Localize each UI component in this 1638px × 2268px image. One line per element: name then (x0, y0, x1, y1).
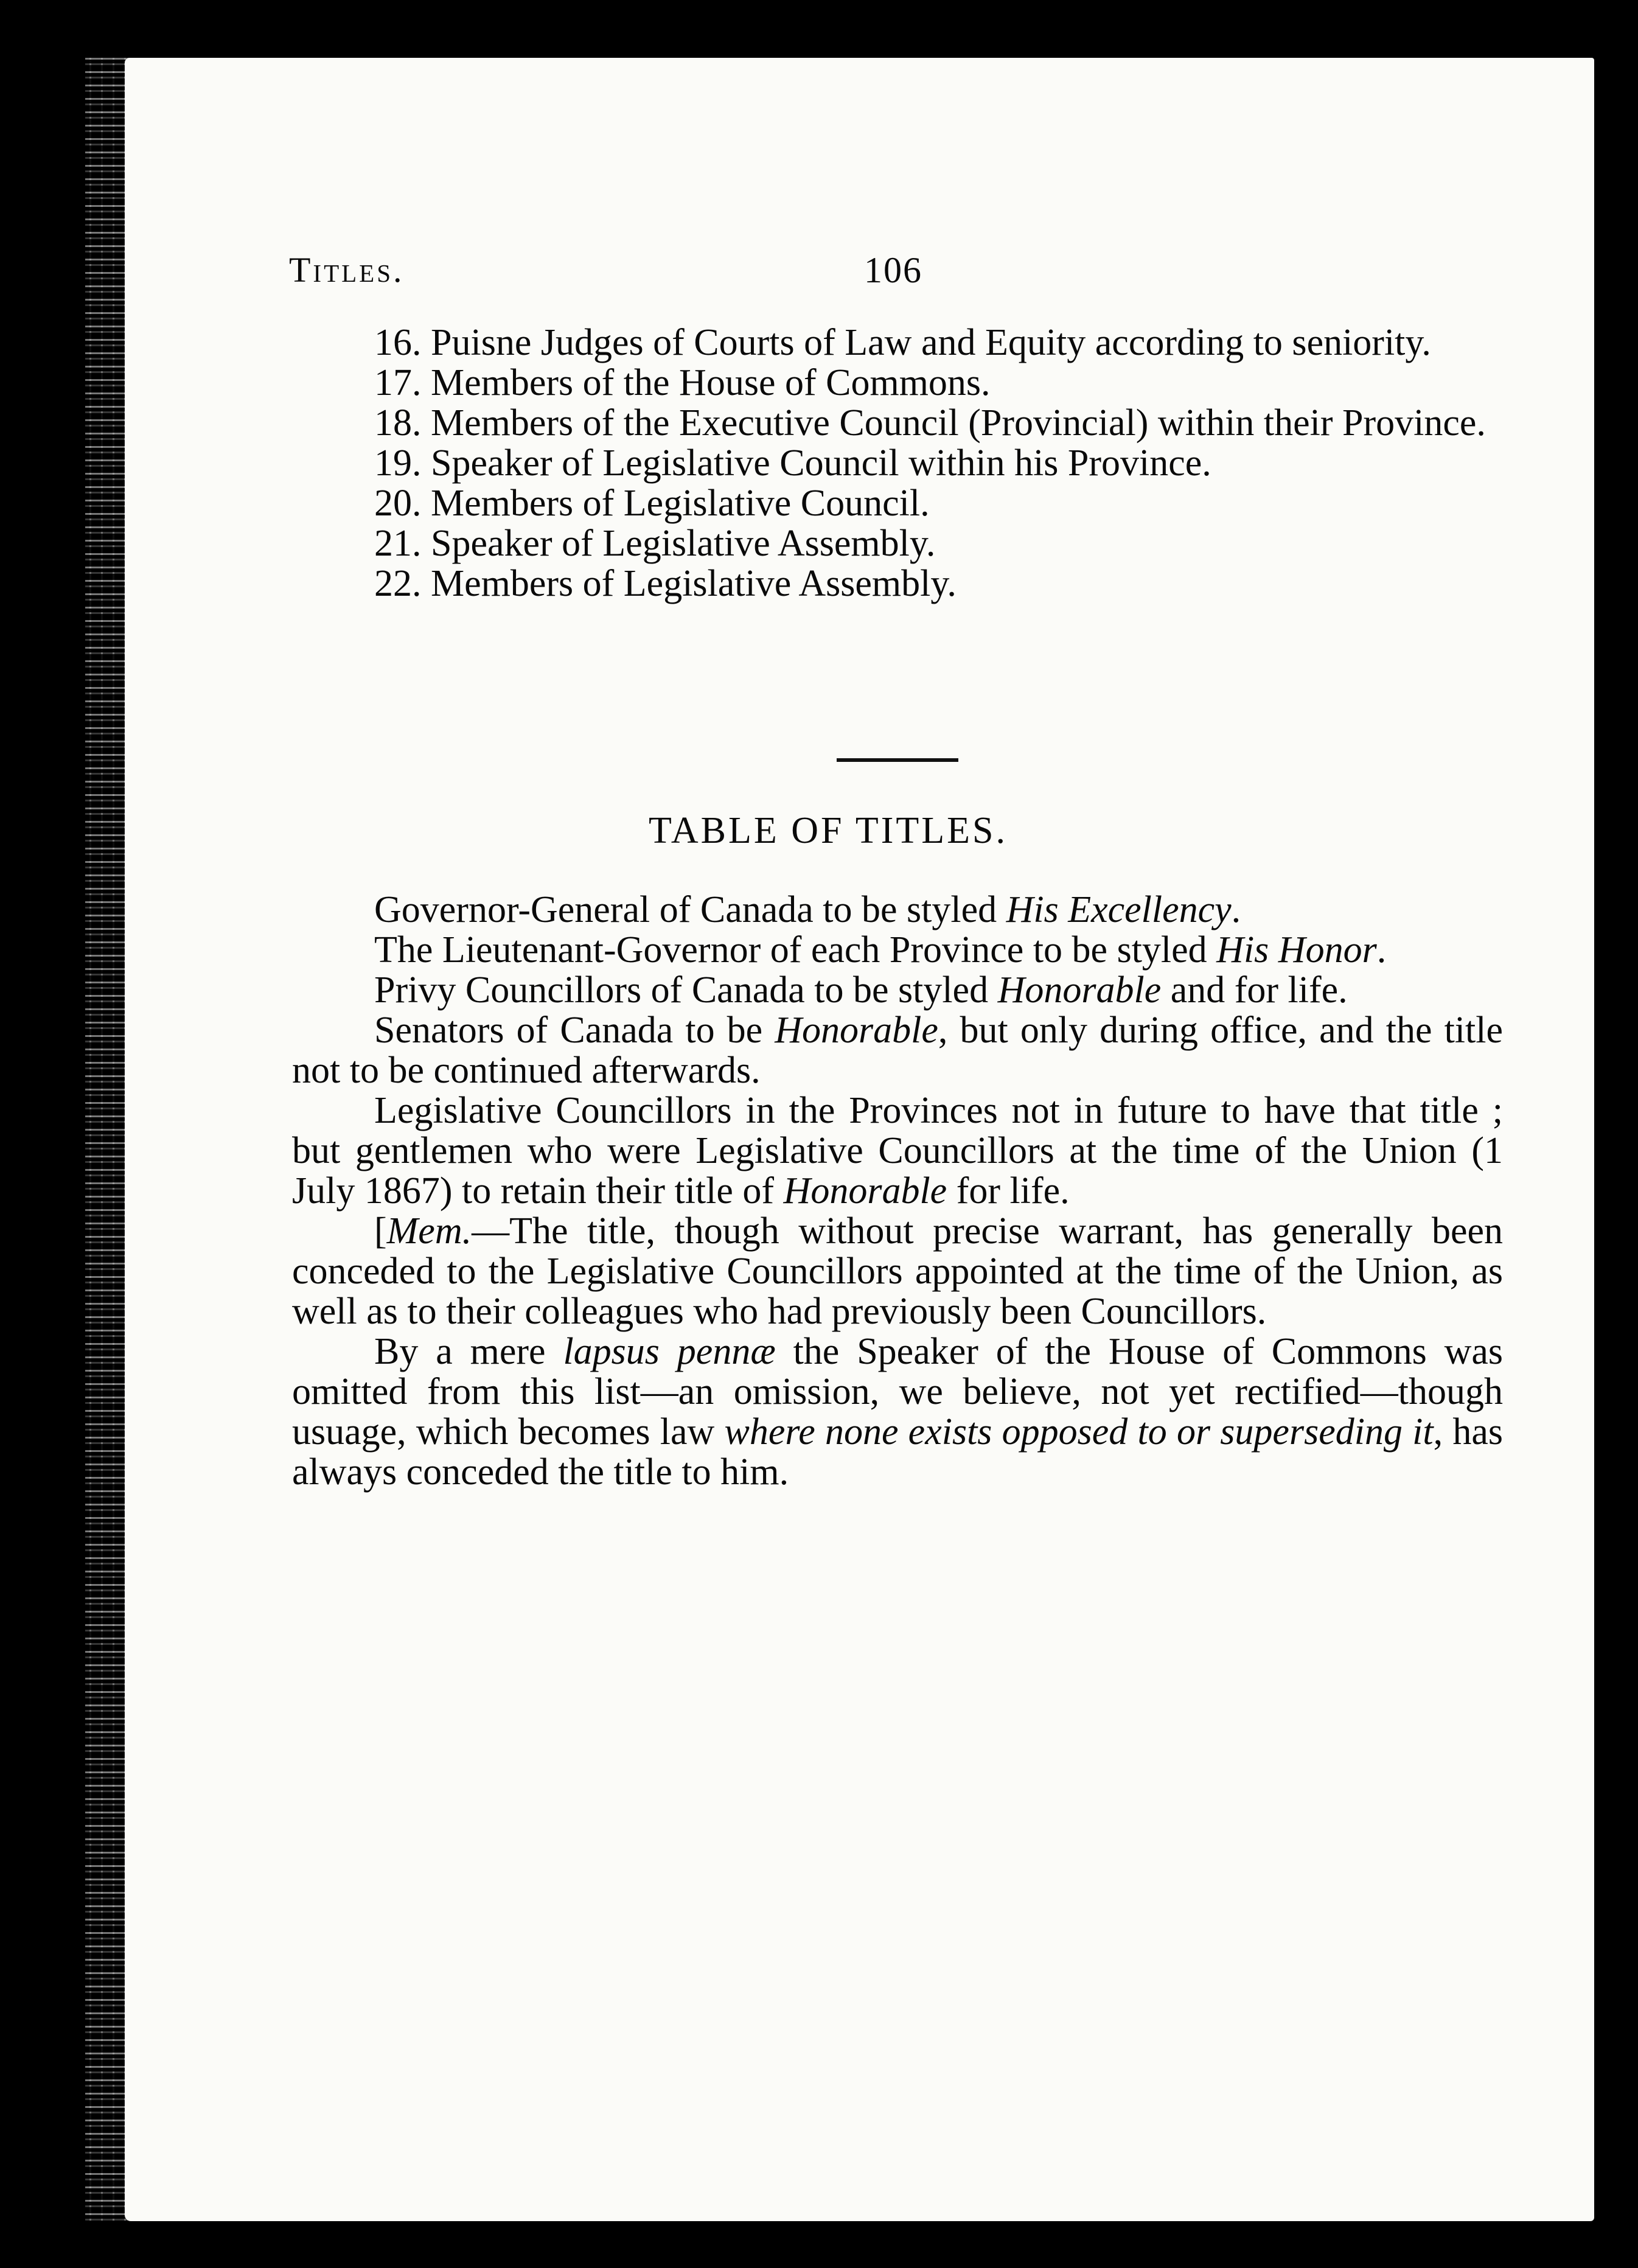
precedence-list (292, 323, 1503, 604)
paragraph-text: and for life. (1161, 969, 1348, 1011)
list-item: 17. Members of the House of Commons. (374, 362, 991, 403)
paragraph-italic: lapsus pennæ (563, 1331, 776, 1372)
paragraph-text: , has always conceded the title to him. (292, 1411, 1503, 1493)
list-item: 22. Members of Legislative Assembly. (374, 563, 957, 604)
paragraph (292, 930, 1503, 970)
paragraph-italic: where none exists opposed to or superseding it (724, 1411, 1434, 1453)
paragraph (292, 970, 1503, 1010)
paragraph-italic: His Honor (1216, 929, 1377, 971)
paragraph-text: the Speaker of the House of Commons was omitted from this list—an omission, we believe, not yet rectified—though usuage, which becomes law (292, 1331, 1503, 1453)
paragraph-text: . (1231, 889, 1241, 930)
paragraph (292, 890, 1503, 930)
paragraph-text: The Lieutenant-Governor of each Province to be styled (374, 929, 1217, 971)
paragraph-italic: His Excellency (1006, 889, 1232, 930)
section-heading: TABLE OF TITLES. (648, 810, 1008, 851)
section-divider (837, 758, 958, 762)
running-head-title: Titles. (289, 250, 405, 290)
section-body (292, 890, 1503, 1492)
list-item: 21. Speaker of Legislative Assembly. (374, 523, 936, 564)
paragraph (292, 1331, 1503, 1492)
paragraph (292, 1211, 1503, 1331)
paragraph-text: Legislative Councillors in the Provinces not in future to have that title ; but gentlemen who were Legislative Councillors at the time of the Union (1 July 1867) to retain their title of (292, 1090, 1503, 1212)
paragraph-text: Governor-General of Canada to be styled (374, 889, 1006, 930)
paragraph-text: —The title, though without precise warrant, has generally been conceded to the Legislative Councillors appointed at the time of the Union, as well as to their colleagues who had previously been Councillors. (292, 1210, 1503, 1332)
paragraph-italic: Mem. (386, 1210, 472, 1252)
paragraph-text: By a mere (374, 1331, 563, 1372)
paragraph-text: Privy Councillors of Canada to be styled (374, 969, 998, 1011)
paragraph-text: . (1376, 929, 1387, 971)
list-item: 18. Members of the Executive Council (Provincial) within their Province. (374, 402, 1486, 444)
list-item: 20. Members of Legislative Council. (374, 483, 930, 524)
page-number: 106 (864, 250, 922, 290)
paragraph-italic: Honorable (775, 1010, 938, 1051)
paragraph-italic: Honorable (997, 969, 1162, 1011)
paragraph (292, 1090, 1503, 1211)
running-head (0, 243, 1638, 292)
list-item: 16. Puisne Judges of Courts of Law and Equity according to seniority. (374, 322, 1431, 363)
paragraph-text: for life. (947, 1170, 1070, 1212)
paragraph-text: , but only during office, and the title not to be continued afterwards. (292, 1010, 1503, 1091)
paragraph (292, 1010, 1503, 1090)
paragraph-italic: Honorable (783, 1170, 947, 1212)
paragraph-text: Senators of Canada to be (374, 1010, 775, 1051)
paragraph-text: [ (374, 1210, 387, 1252)
list-item: 19. Speaker of Legislative Council within his Province. (374, 442, 1211, 484)
